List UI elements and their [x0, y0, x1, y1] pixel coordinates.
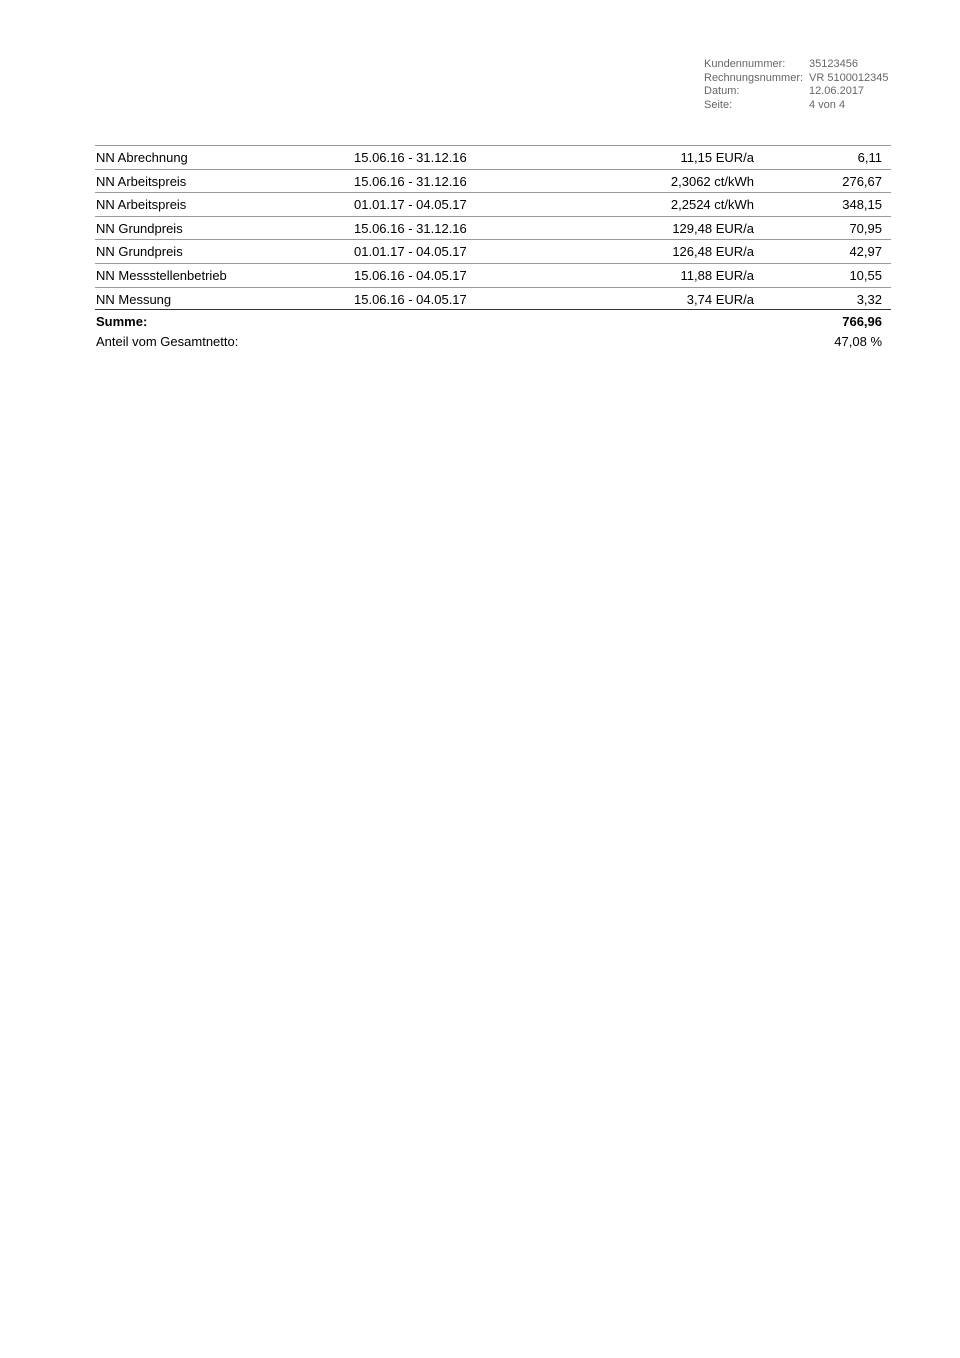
item-price: 2,3062 ct/kWh: [670, 173, 754, 189]
table-row: [95, 192, 891, 216]
item-period: 15.06.16 - 31.12.16: [354, 173, 467, 189]
item-period: 15.06.16 - 31.12.16: [354, 150, 467, 165]
share-row: [95, 332, 891, 352]
share-value: 47,08 %: [834, 334, 882, 350]
item-description: NN Messung: [96, 291, 172, 307]
item-price: 126,48 EUR/a: [672, 244, 754, 260]
table-row: [95, 239, 891, 263]
item-amount: 42,97: [849, 244, 882, 260]
table-row: [95, 216, 891, 240]
meta-value: VR 5100012345: [809, 71, 889, 84]
item-period: 15.06.16 - 04.05.17: [354, 267, 467, 283]
item-amount: 10,55: [849, 267, 882, 283]
item-description: NN Grundpreis: [96, 244, 183, 260]
invoice-meta: [704, 58, 889, 113]
item-period: 15.06.16 - 04.05.17: [354, 291, 467, 307]
sum-label: Summe:: [96, 314, 148, 330]
item-period: 01.01.17 - 04.05.17: [354, 197, 467, 213]
share-label: Anteil vom Gesamtnetto:: [96, 334, 239, 350]
item-description: NN Arbeitspreis: [96, 197, 187, 213]
item-price: 11,88 EUR/a: [680, 267, 754, 283]
meta-label: Datum:: [704, 85, 740, 98]
table-row: [95, 169, 891, 193]
meta-label: Rechnungsnummer:: [704, 71, 804, 84]
table-row: [95, 287, 891, 311]
meta-row-invoice-number: [704, 72, 889, 86]
item-description: NN Arbeitspreis: [96, 173, 187, 189]
item-price: 2,2524 ct/kWh: [670, 197, 754, 213]
item-amount: 348,15: [842, 197, 882, 213]
meta-row-page: [704, 99, 889, 113]
table-row: [95, 263, 891, 287]
sum-value: 766,96: [842, 314, 882, 330]
sum-row: [95, 310, 891, 332]
meta-row-date: [704, 85, 889, 99]
item-amount: 6,11: [857, 150, 882, 165]
meta-label: Seite:: [704, 99, 733, 112]
item-description: NN Grundpreis: [96, 220, 183, 236]
item-amount: 3,32: [856, 291, 882, 307]
meta-value: 35123456: [809, 58, 858, 70]
item-description: NN Abrechnung: [96, 150, 188, 165]
item-period: 15.06.16 - 31.12.16: [354, 220, 467, 236]
item-price: 11,15 EUR/a: [680, 150, 754, 165]
item-period: 01.01.17 - 04.05.17: [354, 244, 467, 260]
line-items-table: [95, 145, 891, 352]
item-amount: 276,67: [842, 173, 882, 189]
item-price: 3,74 EUR/a: [686, 291, 754, 307]
meta-row-customer-number: [704, 58, 889, 72]
meta-label: Kundennummer:: [704, 58, 786, 70]
item-price: 129,48 EUR/a: [672, 220, 754, 236]
item-description: NN Messstellenbetrieb: [96, 267, 227, 283]
table-row: [95, 145, 891, 169]
item-amount: 70,95: [849, 220, 882, 236]
meta-value: 4 von 4: [809, 99, 846, 112]
meta-value: 12.06.2017: [809, 85, 865, 98]
